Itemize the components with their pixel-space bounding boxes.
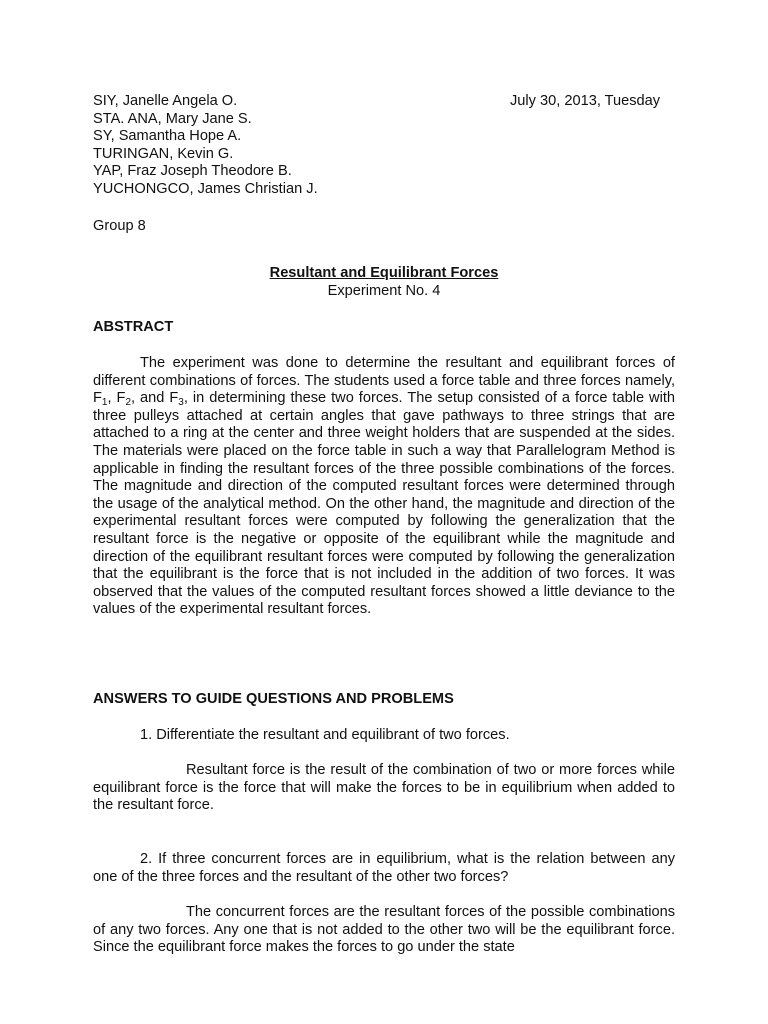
document-title: Resultant and Equilibrant Forces (269, 265, 499, 281)
subscript-3: 3 (178, 397, 184, 409)
group-label: Group 8 (93, 218, 146, 234)
abstract-paragraph (93, 355, 675, 619)
answers-heading: ANSWERS TO GUIDE QUESTIONS AND PROBLEMS (93, 691, 454, 707)
author-name: YUCHONGCO, James Christian J. (93, 180, 318, 197)
author-name: STA. ANA, Mary Jane S. (93, 110, 252, 127)
subscript-1: 1 (101, 397, 108, 409)
question-1: 1. Differentiate the resultant and equilibrant of two forces. (140, 727, 510, 743)
abstract-separator: , F (107, 390, 126, 407)
title-block (93, 265, 675, 300)
author-name: YAP, Fraz Joseph Theodore B. (93, 163, 292, 180)
answer-2: The concurrent forces are the resultant forces of the possible combinations of any two forces. Any one that is not added to the other two will be the equilibrant force. Since the equilibrant force makes the forces to go under the state (93, 904, 675, 956)
experiment-number: Experiment No. 4 (327, 282, 441, 299)
subscript-2: 2 (125, 397, 131, 409)
answer-1: Resultant force is the result of the combination of two or more forces while equilibrant force is the force that will make the forces to be in equilibrium when added to the resultant force. (93, 762, 675, 814)
question-2: 2. If three concurrent forces are in equilibrium, what is the relation between any one of the three forces and the resultant of the other two forces? (93, 851, 675, 885)
author-name: TURINGAN, Kevin G. (93, 145, 234, 162)
abstract-text-start: The experiment was done to determine the resultant and equilibrant forces of different combinations of forces. The students used a force table and three forces namely, F (93, 355, 675, 407)
abstract-heading: ABSTRACT (93, 319, 174, 335)
author-list (93, 93, 318, 199)
author-name: SIY, Janelle Angela O. (93, 93, 238, 109)
report-date: July 30, 2013, Tuesday (510, 93, 661, 109)
abstract-text-end: , in determining these two forces. The setup consisted of a force table with three pulleys attached at certain angles that gave pathways to three strings that are attached to a ring at the center and three weight holders that are suspended at the sides. The materials were placed on the force table in such a way that Parallelogram Method is applicable in finding the resultant forces of the three possible combinations of the forces. The magnitude and direction of the computed resultant forces were determined through the usage of the analytical method. On the other hand, the magnitude and direction of the experimental resultant forces were computed by following the generalization that the resultant force is the negative or opposite of the equilibrant while the magnitude and direction of the equilibrant resultant forces were computed by following the generalization that the equilibrant is the force that is not included in the addition of two forces. It was observed that the values of the computed resultant forces showed a little deviance to the values of the experimental resultant forces. (93, 390, 675, 618)
author-name: SY, Samantha Hope A. (93, 128, 242, 145)
abstract-separator: , and F (131, 390, 179, 407)
